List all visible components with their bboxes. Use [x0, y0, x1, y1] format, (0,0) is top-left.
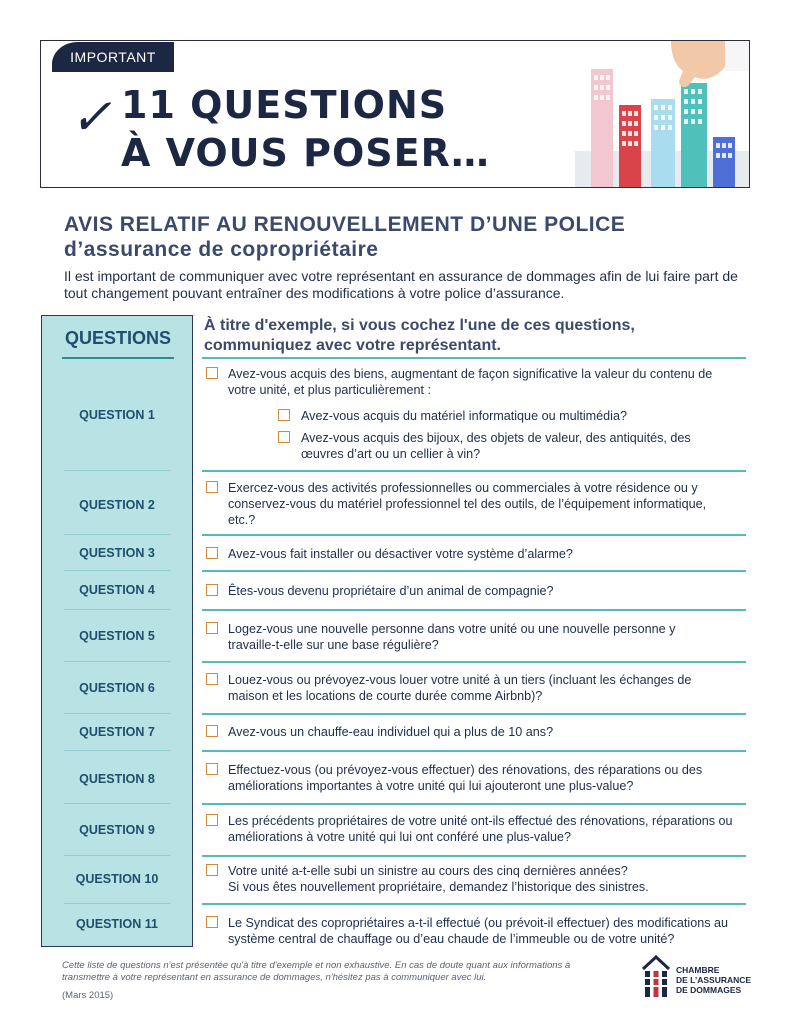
question-label-11: QUESTION 11	[76, 917, 158, 931]
question-label-8: QUESTION 8	[79, 772, 155, 786]
intro-paragraph: Il est important de communiquer avec votre représentant en assurance de dommages afin de lui faire part de tout changement pouvant entraîner des modifications à votre police d’assurance.	[64, 268, 738, 301]
question-1a-checkbox[interactable]	[278, 409, 290, 421]
left-divider	[64, 661, 170, 662]
question-label-7: QUESTION 7	[79, 725, 155, 739]
right-divider	[202, 855, 746, 857]
question-label-6: QUESTION 6	[79, 681, 155, 695]
chamber-logo-text	[676, 965, 751, 995]
question-1a-text: Avez-vous acquis du matériel informatique ou multimédia?	[301, 409, 627, 423]
question-label-3: QUESTION 3	[79, 546, 155, 560]
logo-line-1: CHAMBRE	[676, 965, 720, 975]
question-label-4: QUESTION 4	[79, 583, 155, 597]
left-divider	[64, 570, 170, 571]
left-divider	[64, 534, 170, 535]
right-divider	[202, 903, 746, 905]
left-divider	[64, 750, 170, 751]
right-divider	[202, 803, 746, 805]
left-divider	[64, 855, 170, 856]
question-9-checkbox[interactable]	[206, 814, 218, 826]
question-1-checkbox[interactable]	[206, 367, 218, 379]
lightblue-building-icon	[651, 99, 675, 187]
question-label-1: QUESTION 1	[79, 408, 155, 422]
question-5-text: Logez-vous une nouvelle personne dans votre unité ou une nouvelle personne y travaille-t-elle sur une base régulière?	[228, 622, 676, 652]
checkmark-icon: ✓	[70, 88, 112, 146]
questions-heading-underline	[62, 357, 174, 359]
left-divider	[64, 803, 170, 804]
question-label-10: QUESTION 10	[75, 872, 159, 886]
question-11-text: Le Syndicat des copropriétaires a-t-il effectué (ou prévoit-il effectuer) des modifications au système central de chauffage ou d’eau chaude de l’immeuble ou de votre unité?	[228, 916, 729, 946]
question-10-text: Votre unité a-t-elle subi un sinistre au cours des cinq dernières années?	[228, 864, 628, 878]
right-divider	[202, 661, 746, 663]
question-9-text: Les précédents propriétaires de votre unité ont-ils effectué des rénovations, réparations ou améliorations à votre unité qui lui ont conféré une plus-value?	[228, 814, 733, 844]
important-tab: IMPORTANT	[52, 42, 174, 72]
question-2-checkbox[interactable]	[206, 481, 218, 493]
question-10-checkbox[interactable]	[206, 864, 218, 876]
question-7-checkbox[interactable]	[206, 725, 218, 737]
question-label-2: QUESTION 2	[79, 498, 155, 512]
question-label-5: QUESTION 5	[79, 629, 155, 643]
left-divider	[64, 609, 170, 610]
notice-title: AVIS RELATIF AU RENOUVELLEMENT D’UNE POLICE	[64, 213, 626, 236]
left-divider	[64, 903, 170, 904]
question-6-checkbox[interactable]	[206, 673, 218, 685]
question-1-text: Avez-vous acquis des biens, augmentant de façon significative la valeur du contenu de votre unité, et plus particulièrement :	[228, 367, 713, 397]
question-4-checkbox[interactable]	[206, 584, 218, 596]
right-divider	[202, 570, 746, 572]
question-6-text: Louez-vous ou prévoyez-vous louer votre unité à un tiers (incluant les échanges de maison et les locations de courte durée comme Airbnb)?	[228, 673, 692, 703]
logo-line-3: DE DOMMAGES	[676, 985, 742, 995]
blue-building-icon	[713, 137, 735, 187]
question-7-text: Avez-vous un chauffe-eau individuel qui a plus de 10 ans?	[228, 725, 554, 739]
hand-icon	[671, 41, 749, 87]
teal-building-icon	[681, 83, 707, 187]
question-1b-checkbox[interactable]	[278, 431, 290, 443]
question-2-text: Exercez-vous des activités professionnelles ou commerciales à votre résidence ou y conservez-vous du matériel professionnel tel des outils, de l’équipement informatique, etc.?	[228, 481, 707, 527]
question-1b-text: Avez-vous acquis des bijoux, des objets de valeur, des antiquités, des œuvres d’art ou un cellier à vin?	[301, 431, 691, 461]
left-divider	[64, 713, 170, 714]
question-8-checkbox[interactable]	[206, 763, 218, 775]
question-3-checkbox[interactable]	[206, 547, 218, 559]
question-10-text-line2: Si vous êtes nouvellement propriétaire, demandez l’historique des sinistres.	[228, 880, 649, 894]
question-8-text: Effectuez-vous (ou prévoyez-vous effectuer) des rénovations, des réparations ou des améliorations importantes à votre unité qui lui ajouteront une plus-value?	[228, 763, 703, 793]
pink-building-icon	[591, 69, 613, 187]
main-title-line2: À VOUS POSER…	[121, 131, 490, 175]
buildings-illustration	[575, 41, 749, 187]
right-divider	[202, 470, 746, 472]
right-divider	[202, 713, 746, 715]
footer-date: (Mars 2015)	[62, 990, 114, 1001]
question-5-checkbox[interactable]	[206, 622, 218, 634]
question-label-9: QUESTION 9	[79, 823, 155, 837]
question-3-text: Avez-vous fait installer ou désactiver votre système d’alarme?	[228, 547, 573, 561]
question-11-checkbox[interactable]	[206, 916, 218, 928]
right-divider	[202, 609, 746, 611]
logo-line-2: DE L’ASSURANCE	[676, 975, 752, 985]
footer-disclaimer: Cette liste de questions n'est présentée qu'à titre d'exemple et non exhaustive. En cas de doute quant aux informations à transmettre à votre représentant en assurance de dommages, n'hésitez pas à communiquer avec lui.	[62, 960, 571, 983]
red-building-icon	[619, 105, 641, 187]
right-divider	[202, 750, 746, 752]
notice-subtitle: d’assurance de copropriétaire	[64, 238, 379, 261]
right-divider	[202, 534, 746, 536]
left-divider	[64, 470, 170, 471]
examples-heading: À titre d'exemple, si vous cochez l'une de ces questions, communiquez avec votre représentant.	[204, 317, 635, 354]
question-4-text: Êtes-vous devenu propriétaire d’un animal de compagnie?	[228, 584, 554, 598]
chamber-logo-icon	[641, 955, 671, 999]
main-title-line1: 11 QUESTIONS	[121, 83, 448, 127]
right-divider	[202, 357, 746, 359]
questions-heading: QUESTIONS	[65, 328, 172, 348]
